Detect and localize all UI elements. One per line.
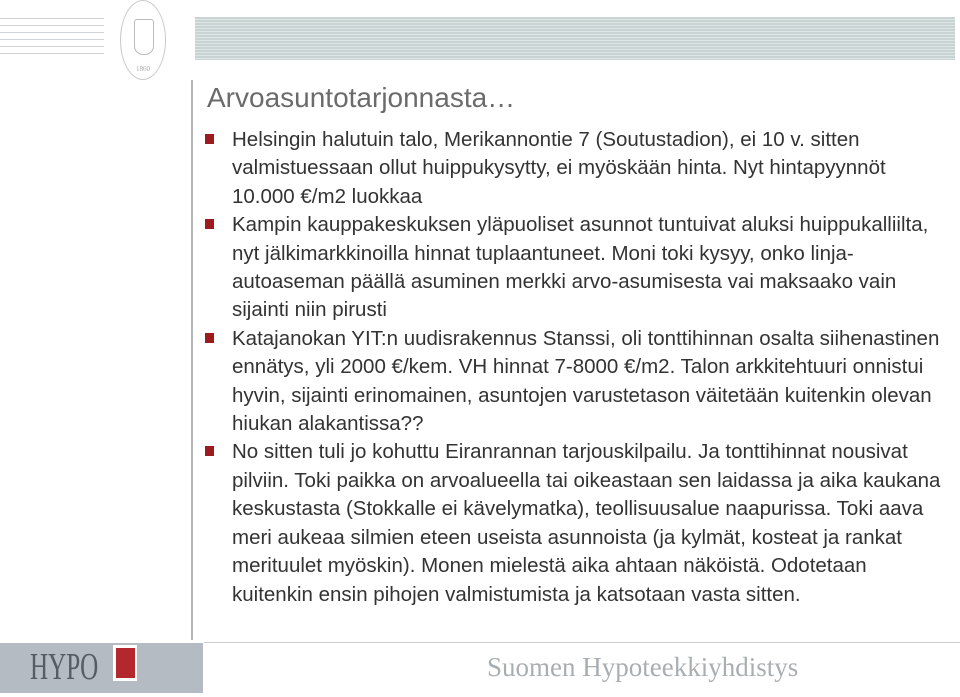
list-item: Kampin kauppakeskuksen yläpuoliset asunnot tuntuivat aluksi huippukalliilta, nyt jälkimarkkinoilla hinnat tuplaantuneet. Moni toki kysyy, onko linja-autoaseman päällä asuminen merkki arvo-asumisesta vai maksaako vain sijainti niin pirusti xyxy=(232,211,952,325)
divider xyxy=(191,80,193,640)
list-item: Katajanokan YIT:n uudisrakennus Stanssi, oli tonttihinnan osalta siihenastinen ennätys, yli 2000 €/kem. VH hinnat 7-8000 €/m2. Talon arkkitehtuuri onnistui hyvin, sijainti erinomainen, asuntojen varustetason väitetään kuitenkin olevan hiukan alakantissa?? xyxy=(232,325,952,439)
footer-brand: Suomen Hypoteekkiyhdistys xyxy=(487,652,799,682)
bullet-square-icon xyxy=(205,333,214,343)
logo-red-square-icon xyxy=(113,645,137,681)
crest-icon xyxy=(134,19,154,55)
seal-year: 1860 xyxy=(136,65,150,73)
bullet-square-icon xyxy=(205,134,214,144)
bullet-square-icon xyxy=(205,219,214,229)
bullet-list xyxy=(232,126,952,609)
decorative-lines xyxy=(0,12,104,58)
header-banner xyxy=(195,17,955,60)
slide-title: Arvoasuntotarjonnasta… xyxy=(207,82,516,113)
bullet-square-icon xyxy=(205,446,214,456)
hypo-logo: HYPO xyxy=(30,646,99,688)
list-item: No sitten tuli jo kohuttu Eiranrannan tarjouskilpailu. Ja tonttihinnat nousivat pilviin. Toki paikka on arvoalueella tai oikeastaan sen laidassa ja aika kaukana keskustasta (Stokkalle ei kävelymatka), teollisuusalue naapurissa. Toki aava meri aukeaa silmien eteen useista asunnoista (ja kylmät, kosteat ja rankat merituulet myöskin). Monen mielestä aika ahtaan näköistä. Odotetaan kuitenkin ensin pihojen valmistumista ja katsotaan vasta sitten. xyxy=(232,438,952,608)
seal-logo xyxy=(120,0,166,80)
footer-rule xyxy=(204,642,960,643)
list-item: Helsingin halutuin talo, Merikannontie 7 (Soutustadion), ei 10 v. sitten valmistuessaan ollut huippukysytty, ei myöskään hinta. Nyt hintapyynnöt 10.000 €/m2 luokkaa xyxy=(232,126,952,211)
